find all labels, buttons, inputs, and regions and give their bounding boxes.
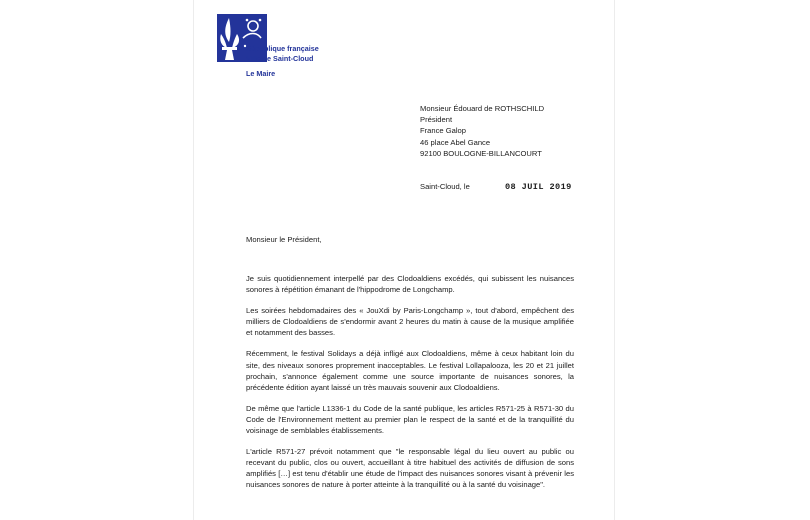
recipient-title: Président bbox=[420, 115, 453, 125]
body-paragraph: L'article R571-27 prévoit notamment que "le responsable légal du lieu ouvert au public ou recevant du public, clos ou ouvert, accueillant à titre habituel des activités de diffusion de sons amplifiés […] est tenu d'établir une étude de l'impact des nuisances sonores visant à prévenir les nuisances sonores de nature à porter atteinte à la tranquillité ou à la santé du voisinage". bbox=[246, 447, 574, 490]
recipient-city: 92100 BOULOGNE-BILLANCOURT bbox=[420, 148, 542, 158]
recipient-address bbox=[420, 103, 544, 159]
body-paragraph: Les soirées hebdomadaires des « JouXdi by Paris-Longchamp », tout d'abord, empêchent des milliers de Clodoaldiens de s'endormir avant 2 heures du matin à cause de la musique amplifiée et notamment des basses. bbox=[246, 306, 574, 338]
salutation: Monsieur le Président, bbox=[246, 235, 322, 244]
date-line-label: Saint-Cloud, le bbox=[420, 182, 470, 191]
letterhead-country: République française bbox=[246, 44, 319, 53]
body-paragraph: Je suis quotidiennement interpellé par des Clodoaldiens excédés, qui subissent les nuisances sonores à répétition émanant de l'hippodrome de Longchamp. bbox=[246, 274, 574, 295]
letterhead-city: Ville de Saint-Cloud bbox=[246, 53, 314, 63]
body-paragraph: De même que l'article L1336-1 du Code de la santé publique, les articles R571-25 à R571-30 du Code de l'Environnement mettent au premier plan le respect de la santé et de la tranquillité du voisinage de semblables établissements. bbox=[246, 403, 574, 436]
letterhead-office: Le Maire bbox=[246, 69, 276, 79]
date-stamp: 08 JUIL 2019 bbox=[505, 182, 572, 192]
recipient-street: 46 place Abel Gance bbox=[420, 137, 491, 147]
letter-body bbox=[246, 273, 574, 501]
recipient-name: Monsieur Édouard de ROTHSCHILD bbox=[420, 104, 545, 113]
recipient-organization: France Galop bbox=[420, 126, 467, 136]
letterhead bbox=[246, 44, 319, 79]
body-paragraph: Récemment, le festival Solidays a déjà infligé aux Clodoaldiens, même à ceux habitant loin du site, des niveaux sonores proprement inacceptables. Le festival Lollapalooza, les 20 et 21 juillet prochain, s'annonce également comme une source importante de nuisances sonores, la précédente édition ayant laissé un très mauvais souvenir aux Clodoaldiens. bbox=[246, 349, 574, 392]
